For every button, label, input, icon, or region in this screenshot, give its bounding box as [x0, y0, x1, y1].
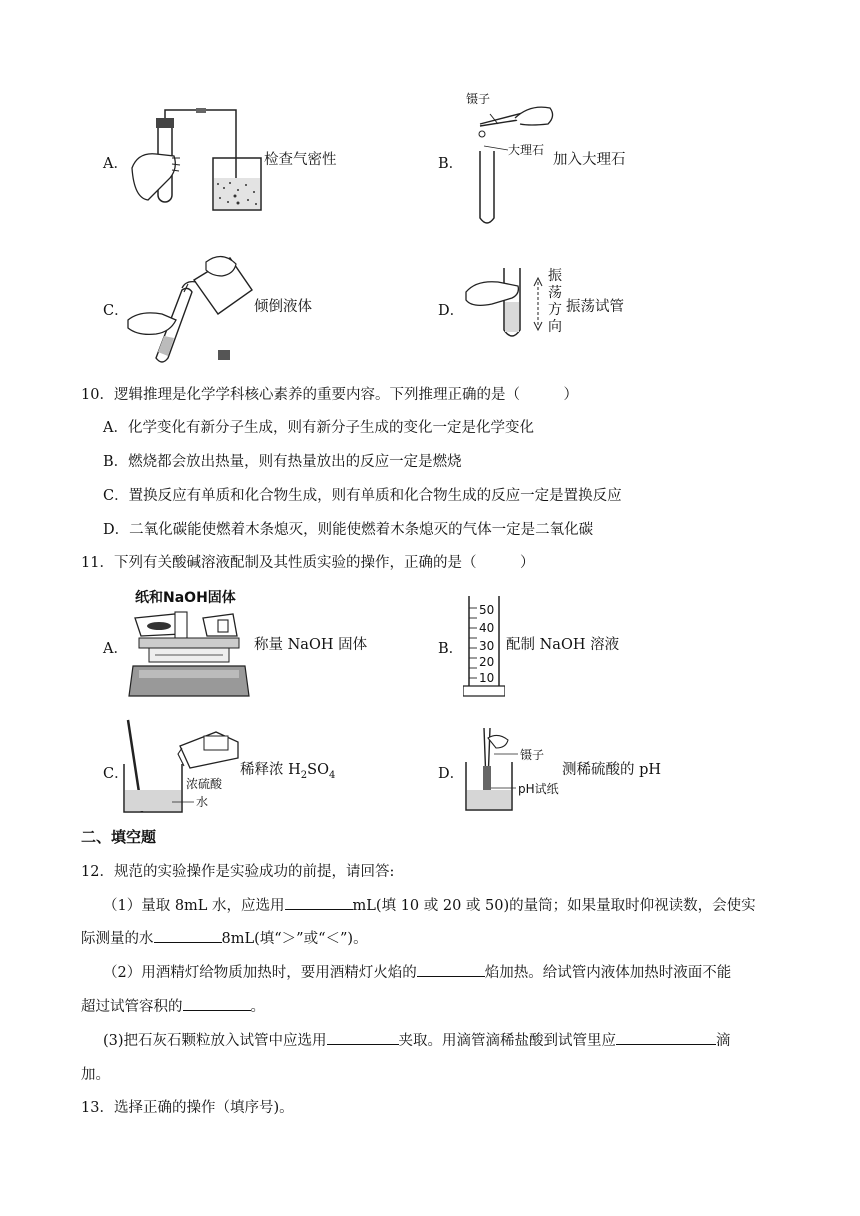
q10-option-b: B．燃烧都会放出热量，则有热量放出的反应一定是燃烧 — [103, 454, 462, 470]
q12-blank-6[interactable] — [616, 1030, 716, 1045]
q12-part1-line1: （1）量取 8mL 水，应选用 mL(填 10 或 20 或 50)的量筒；如果量取时仰视读数，会使实 — [103, 894, 756, 915]
q12-blank-4[interactable] — [183, 996, 251, 1011]
svg-text:纸和NaOH固体: 纸和NaOH固体 — [135, 590, 236, 606]
q11-option-d-figure — [464, 722, 574, 814]
q9-option-a-letter: A． — [103, 156, 128, 172]
q11-option-d-text: 测稀硫酸的 pH — [562, 762, 662, 778]
q11-option-d-letter: D． — [438, 766, 465, 782]
q12-blank-5[interactable] — [327, 1030, 399, 1045]
q11-option-c-letter: C． — [103, 766, 129, 782]
svg-text:pH试纸: pH试纸 — [518, 782, 559, 796]
q9-option-a-text: 检查气密性 — [264, 152, 337, 168]
q12-part3-line2: 加。 — [81, 1067, 110, 1083]
q11-stem: 11．下列有关酸碱溶液配制及其性质实验的操作，正确的是（ ） — [81, 555, 535, 571]
svg-text:大理石: 大理石 — [508, 143, 545, 157]
q12-part3-line1: (3)把石灰石颗粒放入试管中应选用 夹取。用滴管滴稀盐酸到试管里应 滴 — [103, 1029, 731, 1050]
q12-blank-3[interactable] — [417, 962, 485, 977]
q9-option-b-figure — [460, 86, 560, 231]
svg-text:10: 10 — [479, 671, 495, 685]
q9-option-b-text: 加入大理石 — [553, 152, 626, 168]
svg-text:30: 30 — [479, 639, 495, 653]
q12-part2-line1: （2）用酒精灯给物质加热时，要用酒精灯火焰的 焰加热。给试管内液体加热时液面不能 — [103, 961, 731, 982]
q9-option-c-figure — [126, 240, 256, 370]
q9-option-a-figure — [128, 108, 270, 216]
q11-option-a-letter: A． — [103, 641, 128, 657]
q12-blank-1[interactable] — [285, 895, 353, 910]
q10-stem: 10．逻辑推理是化学学科核心素养的重要内容。下列推理正确的是（ ） — [81, 387, 578, 403]
q12-part2-line2: 超过试管容积的 。 — [81, 995, 265, 1016]
q13-stem: 13．选择正确的操作（填序号)。 — [81, 1100, 294, 1116]
q12-part1-line2: 际测量的水 8mL(填“＞”或“＜”)。 — [81, 927, 368, 948]
q10-option-d: D．二氧化碳能使燃着木条熄灭，则能使燃着木条熄灭的气体一定是二氧化碳 — [103, 522, 594, 538]
svg-text:镊子: 镊子 — [466, 92, 491, 106]
q11-option-a-figure — [125, 584, 255, 702]
q11-option-a-text: 称量 NaOH 固体 — [254, 637, 368, 653]
q11-option-b-text: 配制 NaOH 溶液 — [506, 637, 620, 653]
q9-option-c-letter: C． — [103, 303, 129, 319]
svg-text:浓硫酸: 浓硫酸 — [186, 777, 223, 791]
q9-option-b-letter: B． — [438, 156, 464, 172]
q12-stem: 12．规范的实验操作是实验成功的前提，请回答: — [81, 864, 395, 880]
q9-option-d-text: 振荡试管 — [566, 299, 624, 315]
svg-text:40: 40 — [479, 621, 495, 635]
q11-option-b-figure — [463, 594, 505, 698]
q11-option-c-figure — [120, 716, 242, 816]
svg-text:镊子: 镊子 — [520, 748, 545, 762]
q11-option-c-text: 稀释浓 $H_2SO_4$ — [240, 762, 336, 781]
svg-text:20: 20 — [479, 655, 495, 669]
q9-option-d-letter: D． — [438, 303, 465, 319]
svg-text:水: 水 — [196, 795, 209, 809]
section-title-fill-blank: 二、填空题 — [81, 828, 157, 846]
q9-option-d-direction-label: 振 荡 方 向 — [548, 268, 562, 335]
q11-option-b-letter: B． — [438, 641, 464, 657]
svg-text:50: 50 — [479, 603, 495, 617]
q10-option-a: A．化学变化有新分子生成，则有新分子生成的变化一定是化学变化 — [103, 420, 534, 436]
q10-option-c: C．置换反应有单质和化合物生成，则有单质和化合物生成的反应一定是置换反应 — [103, 488, 622, 504]
q9-option-c-text: 倾倒液体 — [254, 299, 312, 315]
q12-blank-2[interactable] — [154, 928, 222, 943]
